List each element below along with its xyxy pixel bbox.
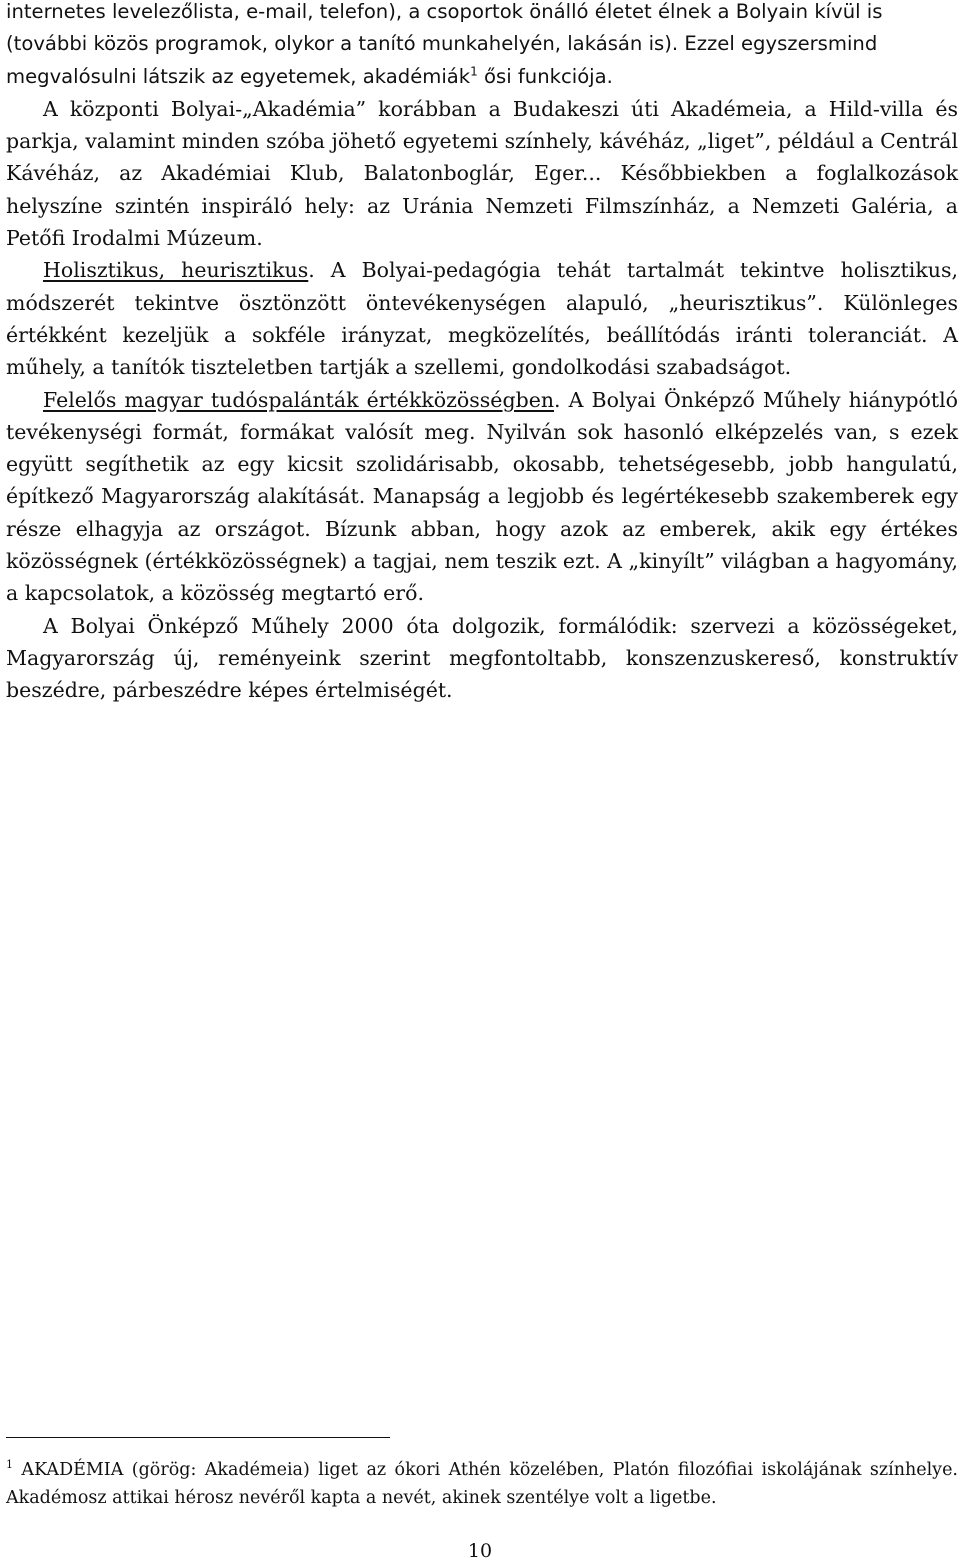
- page-number: 10: [467, 1540, 493, 1562]
- footnote-ref[interactable]: 1: [470, 64, 478, 79]
- holisztikus-paragraph: [6, 254, 958, 383]
- closing-paragraph: A Bolyai Önképző Műhely 2000 óta dolgozik, formálódik: szervezi a közösségeket, Magyarország új, reményeink szerint megfontoltabb, konszenzuskereső, konstruktív beszédre, párbeszédre képes értelmiségét.: [6, 613, 958, 703]
- document-page: [6, 0, 958, 707]
- intro-line-3: megvalósulni látszik az egyetemek, akadémiák: [6, 64, 471, 88]
- holisztikus-heading: Holisztikus, heurisztikus: [43, 258, 309, 283]
- footnote-separator: [6, 1437, 390, 1438]
- felelos-paragraph: [6, 384, 958, 610]
- felelos-heading: Felelős magyar tudóspalánták értékközösségben: [43, 387, 555, 412]
- footnote-text: AKADÉMIA (görög: Akadémeia) liget az ókori Athén közelében, Platón filozófiai iskolájának színhelye. Akadémosz attikai hérosz nevéről kapta a nevét, akinek szentélye volt a ligetbe.: [6, 1460, 958, 1508]
- intro-line-2: (további közös programok, olykor a tanító munkahelyén, lakásán is). Ezzel egyszersmind: [6, 32, 878, 56]
- akademia-paragraph: A központi Bolyai-„Akadémia” korábban a Budakeszi úti Akadémeia, a Hild-villa és parkja, valamint minden szóba jöhető egyetemi színhely, kávéház, „liget”, például a Centrál Kávéház, az Akadémiai Klub, Balatonboglár, Eger... Későbbiekben a foglalkozások helyszíne szintén inspiráló hely: az Uránia Nemzeti Filmszínház, a Nemzeti Galéria, a Petőfi Irodalmi Múzeum.: [6, 96, 958, 251]
- intro-end: ősi funkciója.: [477, 64, 613, 88]
- footnote: [6, 1456, 958, 1512]
- footnote-marker: 1: [6, 1458, 13, 1472]
- holisztikus-text: . A Bolyai-pedagógia tehát tartalmát tekintve holisztikus, módszerét tekintve ösztönzött öntevékenységen alapuló, „heurisztikus”. Különleges értékként kezeljük a sokféle irányzat, megközelítés, beállítódás iránti toleranciát. A műhely, a tanítók tiszteletben tartják a szellemi, gondolkodási szabadságot.: [6, 258, 959, 380]
- intro-paragraph: [6, 0, 958, 93]
- felelos-text: . A Bolyai Önképző Műhely hiánypótló tevékenységi formát, formákat valósít meg. Nyilván sok hasonló elképzelés van, s ezek együtt segíthetik az egy kicsit szolidárisabb, okosabb, tehetségesebb, jobb hangulatú, építkező Magyarország alakítását. Manapság a legjobb és legértékesebb szakemberek egy része elhagyja az országot. Bízunk abban, hogy azok az emberek, akik egy értékes közösségnek (értékközösségnek) a tagjai, nem teszik ezt. A „kinyílt” világban a hagyomány, a kapcsolatok, a közösség megtartó erő.: [6, 387, 958, 606]
- intro-line-1: internetes levelezőlista, e-mail, telefon), a csoportok önálló életet élnek a Bolyain kívül is: [6, 0, 883, 23]
